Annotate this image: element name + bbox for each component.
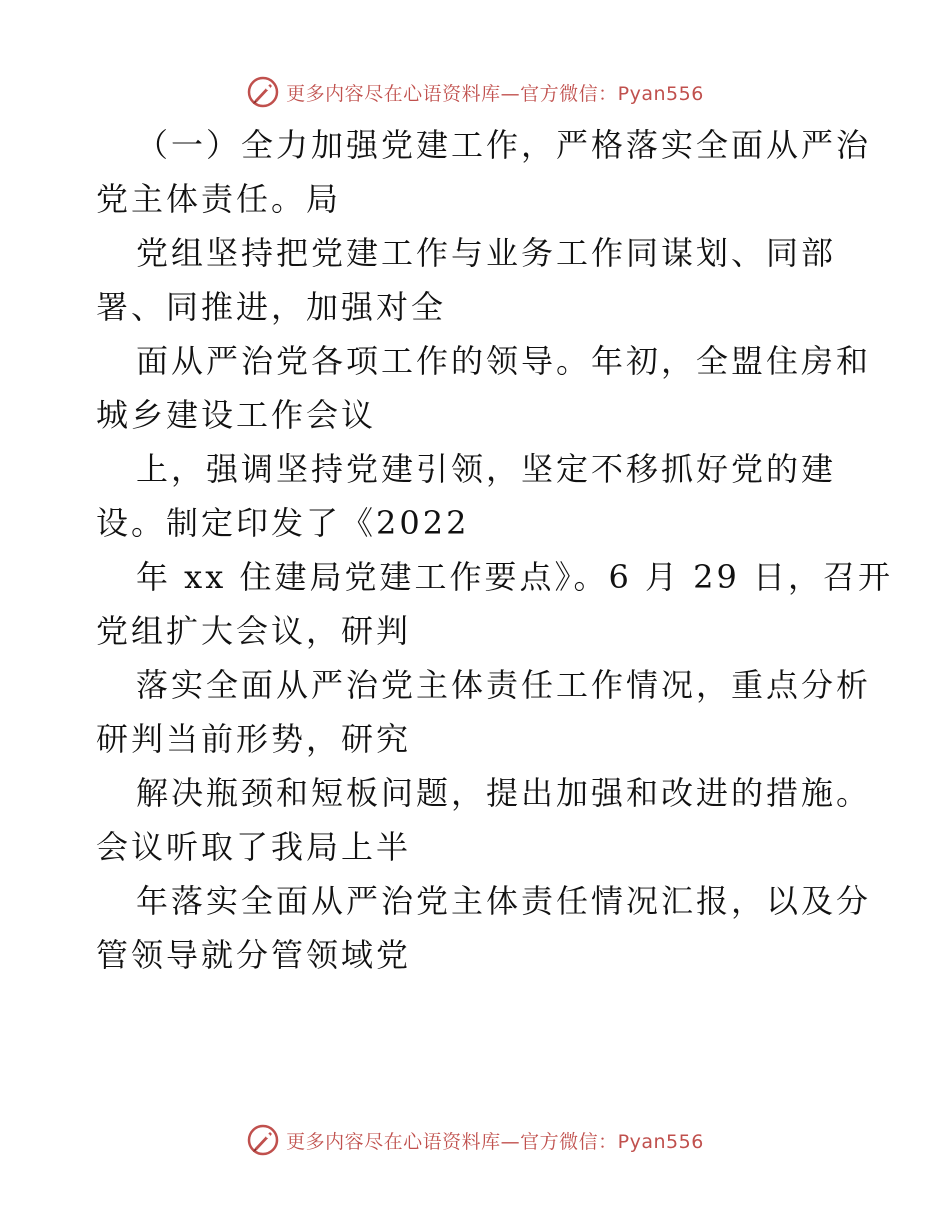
paragraph-line: 署、同推进，加强对全 xyxy=(96,288,447,326)
paragraph-line: 设。制定印发了《2022 xyxy=(96,504,470,542)
header-watermark xyxy=(0,72,950,112)
watermark-text: 更多内容尽在心语资料库—官方微信：Pyan556 xyxy=(286,82,704,105)
paragraph-line: 年落实全面从严治党主体责任情况汇报，以及分 xyxy=(136,882,872,920)
paragraph-line: 年 xx 住建局党建工作要点》。6 月 29 日，召开 xyxy=(136,558,894,596)
paragraph-line: 党组坚持把党建工作与业务工作同谋划、同部 xyxy=(136,234,837,272)
footer-watermark xyxy=(0,1120,950,1160)
paragraph-line: 解决瓶颈和短板问题，提出加强和改进的措施。 xyxy=(136,774,872,812)
paragraph-line: 落实全面从严治党主体责任工作情况，重点分析 xyxy=(136,666,872,704)
paragraph-line: （一）全力加强党建工作，严格落实全面从严治 xyxy=(136,126,872,164)
document-body xyxy=(96,118,894,982)
quill-pen-logo-icon xyxy=(246,1123,280,1157)
paragraph-line: 会议听取了我局上半 xyxy=(96,828,412,866)
watermark-text: 更多内容尽在心语资料库—官方微信：Pyan556 xyxy=(286,1130,704,1153)
quill-pen-logo-icon xyxy=(246,75,280,109)
paragraph-line: 管领导就分管领域党 xyxy=(96,936,412,974)
paragraph-line: 面从严治党各项工作的领导。年初，全盟住房和 xyxy=(136,342,872,380)
paragraph-line: 党主体责任。局 xyxy=(96,180,342,218)
paragraph-line: 城乡建设工作会议 xyxy=(96,396,377,434)
paragraph-line: 上，强调坚持党建引领，坚定不移抓好党的建 xyxy=(136,450,837,488)
paragraph-line: 党组扩大会议，研判 xyxy=(96,612,412,650)
paragraph-line: 研判当前形势，研究 xyxy=(96,720,412,758)
